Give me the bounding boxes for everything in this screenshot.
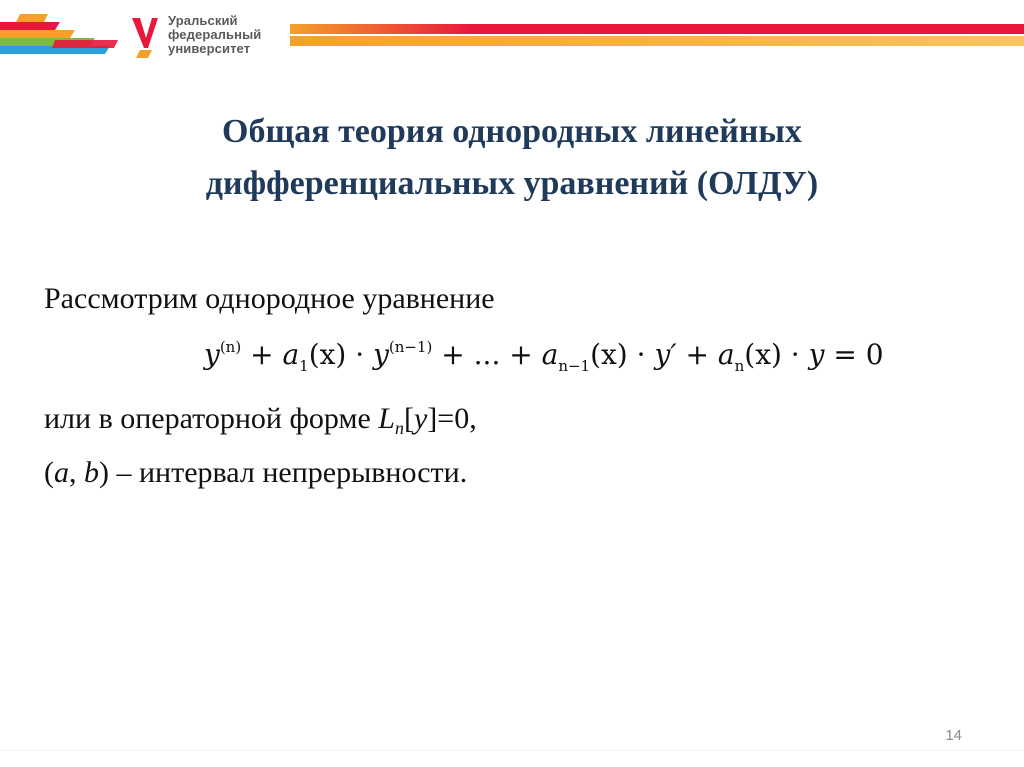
formula-sub-1: 1 xyxy=(299,357,309,375)
formula-x-1: (x) xyxy=(308,338,347,371)
formula-y-2: y xyxy=(373,338,389,371)
formula-x-2: (x) xyxy=(590,338,628,371)
operator-prefix: или в операторной форме xyxy=(44,402,379,435)
formula-dot-1: · xyxy=(346,338,374,371)
formula-a1: a xyxy=(282,338,300,371)
interval-comma: , xyxy=(69,456,84,489)
interval-b: b xyxy=(84,456,99,489)
interval-a: a xyxy=(54,456,69,489)
bottom-divider xyxy=(0,750,1024,751)
ode-formula xyxy=(204,338,884,386)
title-line-1: Общая теория однородных линейных xyxy=(222,113,802,150)
formula-y-3: y xyxy=(808,338,825,371)
page-number: 14 xyxy=(945,727,962,744)
formula-eq-zero: = 0 xyxy=(824,338,884,371)
formula-sub-n: n xyxy=(734,357,745,375)
formula-n1-sup: (n−1) xyxy=(388,338,433,356)
interval-rest: ) – интервал непрерывности. xyxy=(99,456,468,489)
formula-x-3: (x) xyxy=(744,338,782,371)
formula-n-sup: (n) xyxy=(219,338,242,356)
formula-y: y xyxy=(204,338,220,371)
slide-title xyxy=(0,106,1024,210)
operator-L: L xyxy=(378,402,395,435)
formula-an: a xyxy=(717,338,735,371)
ural-university-logo-mark-icon xyxy=(130,12,160,62)
formula-dot-3: · xyxy=(781,338,809,371)
body-line-intro: Рассмотрим однородное уравнение xyxy=(44,282,495,315)
body-line-operator-form xyxy=(44,402,477,439)
title-line-2: дифференциальных уравнений (ОЛДУ) xyxy=(205,165,819,202)
formula-plus-1: + xyxy=(241,338,283,371)
logo-text xyxy=(168,14,261,56)
logo-line-1: Уральский xyxy=(168,13,238,28)
interval-open: ( xyxy=(44,456,54,489)
formula-an1: a xyxy=(541,338,559,371)
operator-y: y xyxy=(413,402,428,435)
formula-dot-2: · xyxy=(627,338,655,371)
operator-suffix: ]=0, xyxy=(427,402,477,435)
logo-line-2: федеральный xyxy=(168,27,262,42)
operator-bracket-open: [ xyxy=(403,402,414,435)
ural-university-logo xyxy=(130,10,290,66)
formula-sub-n1: n−1 xyxy=(558,357,591,375)
header-stripes-right xyxy=(290,20,1024,60)
formula-dots: + ... + xyxy=(432,338,542,371)
formula-yprime: y′ xyxy=(654,338,677,371)
formula-plus-2: + xyxy=(676,338,718,371)
logo-line-3: университет xyxy=(168,41,251,56)
body-line-interval xyxy=(44,456,467,490)
header-stripes-left xyxy=(0,0,120,70)
operator-n: n xyxy=(394,418,404,438)
